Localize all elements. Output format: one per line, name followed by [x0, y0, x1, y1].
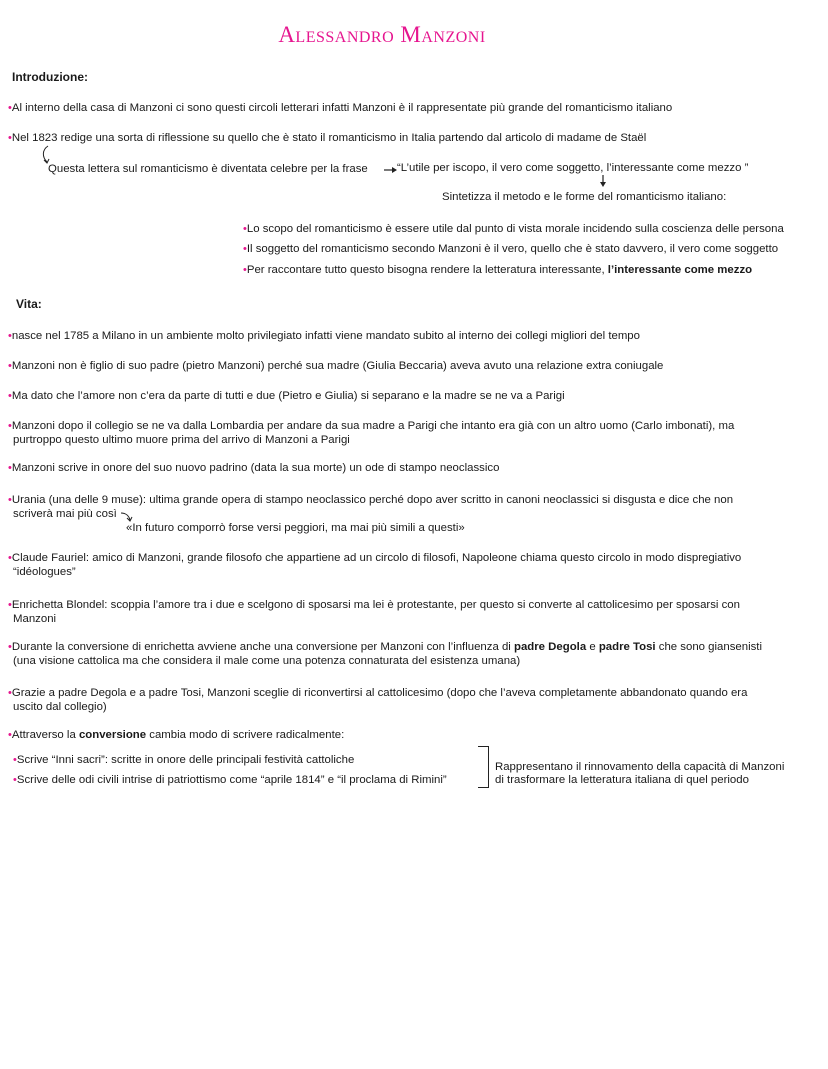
bullet: •: [8, 330, 12, 342]
bullet: •: [8, 102, 12, 114]
romanticism-point-mezzo: •Per raccontare tutto questo bisogna rendere la letteratura interessante, l’interessante come mezzo: [243, 264, 753, 276]
vita-item-riconversione-cont: uscito dal collegio): [13, 701, 107, 713]
bullet: •: [8, 390, 12, 402]
opera-inni-sacri: •Scrive “Inni sacri”: scritte in onore delle principali festività cattoliche: [13, 754, 355, 766]
vita-item-conversione-cont: (una visione cattolica ma che considera il male come una potenza connaturata del esistenza umana): [13, 655, 521, 667]
vita-item-fauriel: •Claude Fauriel: amico di Manzoni, grande filosofo che appartiene ad un circolo di filosofi, Napoleone chiama questo circolo in modo dispregiativo: [8, 552, 742, 564]
page-title: Alessandro Manzoni: [278, 22, 486, 47]
arrow-down-icon: [598, 175, 608, 189]
bullet: •: [8, 552, 12, 564]
bullet: •: [243, 243, 247, 255]
bullet: •: [8, 132, 12, 144]
vita-item-parigi: •Manzoni dopo il collegio se ne va dalla Lombardia per andare da sua madre a Parigi che intanto era già con un altro uomo (Carlo imbonati), ma: [8, 420, 735, 432]
bullet: •: [8, 494, 12, 506]
bullet: •: [8, 462, 12, 474]
bullet: •: [8, 687, 12, 699]
vita-item-blondel-cont: Manzoni: [13, 613, 57, 625]
vita-item-riconversione: •Grazie a padre Degola e a padre Tosi, Manzoni sceglie di riconvertirsi al cattolicesimo (dopo che l’aveva completamente abbandonato quando era: [8, 687, 748, 699]
romanticism-point-soggetto: •Il soggetto del romanticismo secondo Manzoni è il vero, quello che è stato davvero, il vero come soggetto: [243, 243, 779, 255]
vita-item-separazione: •Ma dato che l’amore non c’era da parte di tutti e due (Pietro e Giulia) si separano e la madre se ne va a Parigi: [8, 390, 565, 402]
intro-paragraph-2: •Nel 1823 redige una sorta di riflessione su quello che è stato il romanticismo in Italia partendo dal articolo di madame de Staël: [8, 132, 647, 144]
vita-item-fauriel-cont: “idéologues”: [13, 566, 76, 578]
bullet: •: [243, 223, 247, 235]
intro-paragraph-1: •Al interno della casa di Manzoni ci sono questi circoli letterari infatti Manzoni è il rappresentate più grande del romanticismo italiano: [8, 102, 673, 114]
bullet: •: [8, 360, 12, 372]
urania-quote: «In futuro comporrò forse versi peggiori, ma mai più simili a questi»: [126, 522, 465, 534]
vita-item-nascita: •nasce nel 1785 a Milano in un ambiente molto privilegiato infatti viene mandato subito al interno dei collegi migliori del tempo: [8, 330, 640, 342]
vita-item-urania-cont: scriverà mai più così: [13, 508, 117, 520]
bullet: •: [8, 641, 12, 653]
bracket-note-line-1: Rappresentano il rinnovamento della capacità di Manzoni: [495, 761, 785, 773]
vita-item-ode: •Manzoni scrive in onore del suo nuovo padrino (data la sua morte) un ode di stampo neoclassico: [8, 462, 500, 474]
section-heading-vita: Vita:: [16, 297, 42, 311]
vita-item-blondel: •Enrichetta Blondel: scoppia l’amore tra i due e scelgono di sposarsi ma lei è protestante, per questo si converte al cattolicesimo per sposarsi con: [8, 599, 740, 611]
vita-item-urania: •Urania (una delle 9 muse): ultima grande opera di stampo neoclassico perché dopo aver scritto in canoni neoclassici si disgusta e dice che non: [8, 494, 734, 506]
romanticism-quote: “L’utile per iscopo, il vero come soggetto, l’interessante come mezzo ”: [397, 162, 749, 174]
romanticism-point-scopo: •Lo scopo del romanticismo è essere utile dal punto di vista morale incidendo sulla coscienza delle persona: [243, 223, 784, 235]
vita-item-conversione: •Durante la conversione di enrichetta avviene anche una conversione per Manzoni con l’influenza di padre Degola e padre Tosi che sono giansenisti: [8, 641, 762, 653]
bullet: •: [8, 729, 12, 741]
intro-paragraph-3: Questa lettera sul romanticismo è diventata celebre per la frase: [48, 163, 368, 175]
bullet: •: [13, 754, 17, 766]
opera-odi-civili: •Scrive delle odi civili intrise di patriottismo come “aprile 1814” e “il proclama di Rimini”: [13, 774, 447, 786]
vita-item-scrittura: •Attraverso la conversione cambia modo di scrivere radicalmente:: [8, 729, 345, 741]
bullet: •: [13, 774, 17, 786]
section-heading-introduzione: Introduzione:: [12, 70, 88, 84]
method-summary: Sintetizza il metodo e le forme del romanticismo italiano:: [442, 191, 727, 203]
vita-item-padre: •Manzoni non è figlio di suo padre (pietro Manzoni) perché sua madre (Giulia Beccaria) aveva avuto una relazione extra coniugale: [8, 360, 664, 372]
vita-item-parigi-cont: purtroppo questo ultimo muore prima del arrivo di Manzoni a Parigi: [13, 434, 350, 446]
bracket-note-line-2: di trasformare la letteratura italiana di quel periodo: [495, 774, 749, 786]
bullet: •: [8, 599, 12, 611]
bullet: •: [8, 420, 12, 432]
grouping-bracket: [478, 746, 489, 788]
bullet: •: [243, 264, 247, 276]
